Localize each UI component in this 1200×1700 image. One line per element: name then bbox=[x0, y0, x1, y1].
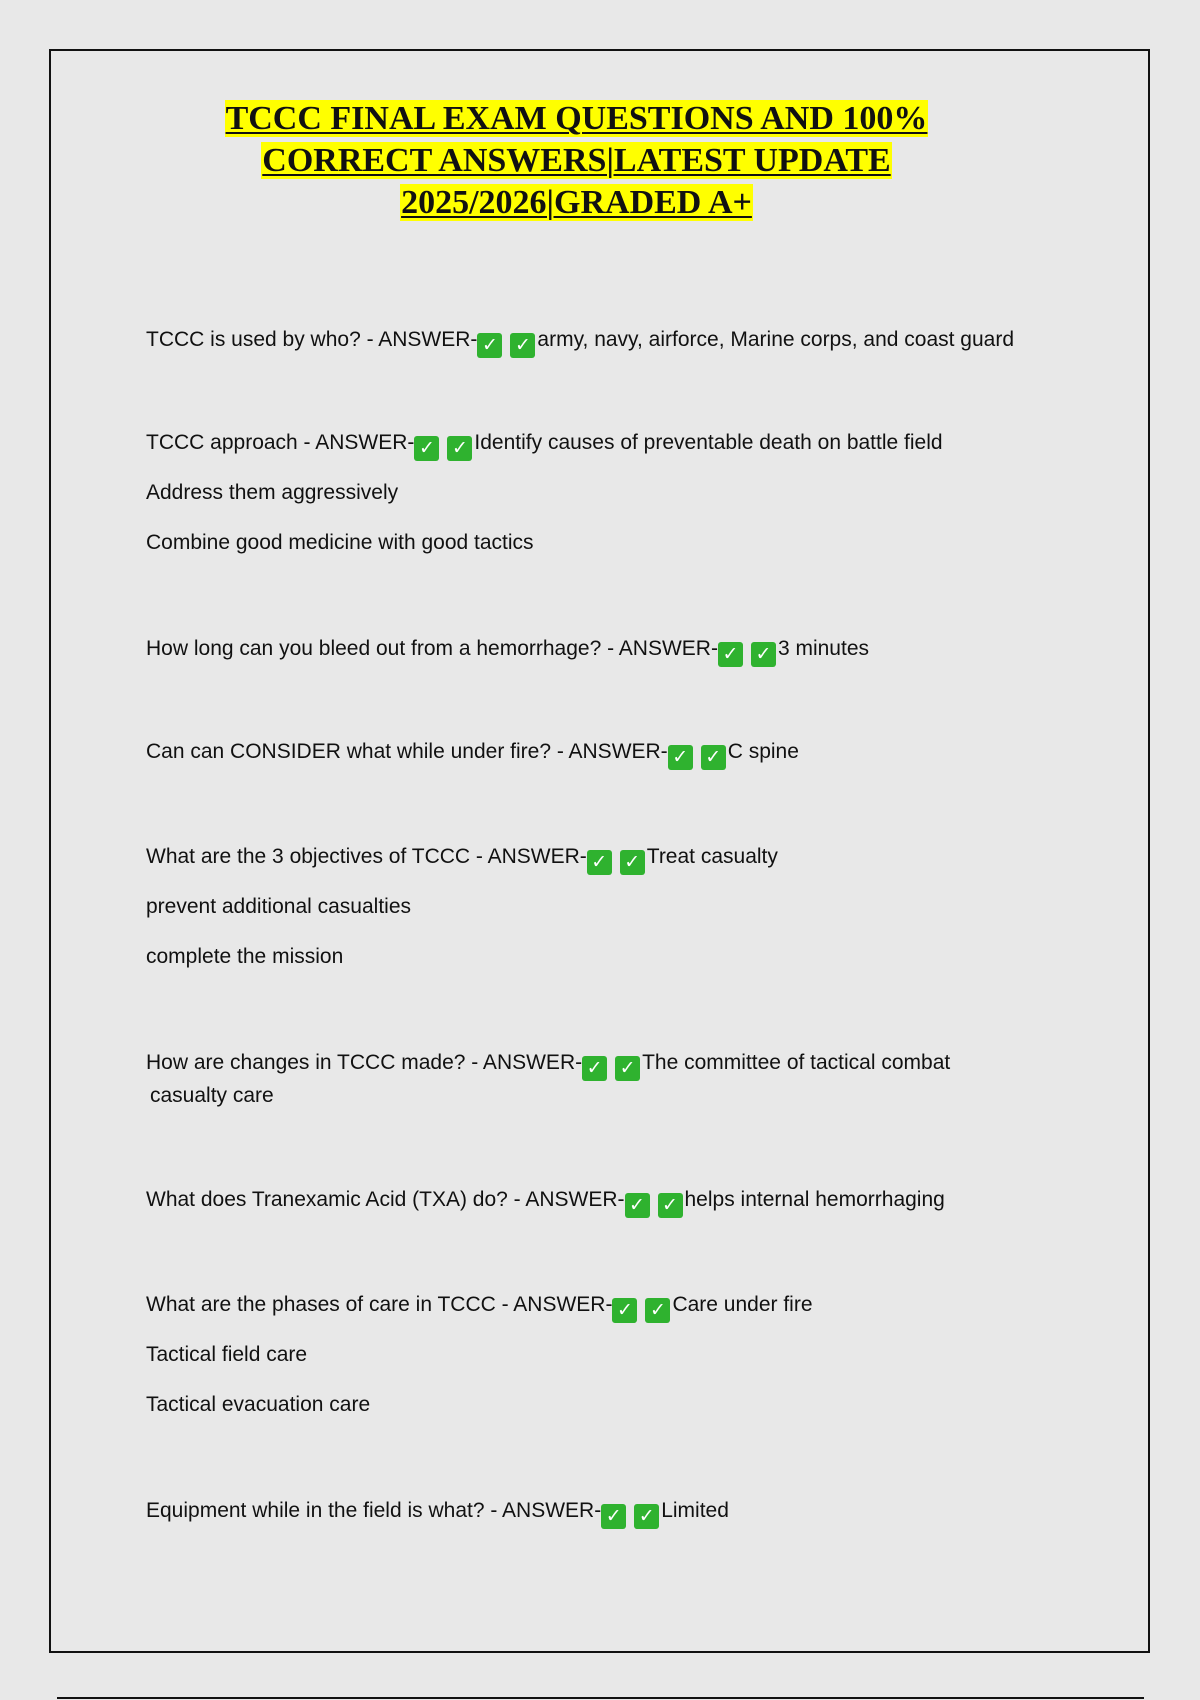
check-mark-icon: ✓ bbox=[477, 333, 502, 358]
check-mark-icon: ✓ bbox=[625, 1193, 650, 1218]
qa-item bbox=[146, 727, 799, 777]
check-mark-icon: ✓ bbox=[718, 642, 743, 667]
check-mark-icon: ✓ bbox=[601, 1504, 626, 1529]
qa-item bbox=[146, 315, 1014, 365]
check-mark-icon: ✓ bbox=[612, 1298, 637, 1323]
qa-item bbox=[146, 1175, 945, 1225]
question-text: How are changes in TCCC made? - ANSWER- bbox=[146, 1051, 583, 1074]
question-text: What are the phases of care in TCCC - ANSWER- bbox=[146, 1293, 613, 1316]
answer-extra-line: Combine good medicine with good tactics bbox=[146, 531, 534, 554]
answer-extra-line: Tactical field care bbox=[146, 1343, 308, 1366]
document-title bbox=[0, 98, 1153, 224]
qa-line bbox=[146, 1038, 950, 1088]
answer-continuation: casualty care bbox=[150, 1084, 274, 1107]
answer-text: Care under fire bbox=[672, 1293, 813, 1316]
check-mark-icon: ✓ bbox=[668, 745, 693, 770]
answer-text: helps internal hemorrhaging bbox=[684, 1188, 945, 1211]
qa-item bbox=[146, 1038, 950, 1110]
question-text: TCCC approach - ANSWER- bbox=[146, 431, 415, 454]
question-text: Can can CONSIDER what while under fire? - ANSWER- bbox=[146, 740, 668, 763]
check-mark-icon: ✓ bbox=[447, 436, 472, 461]
qa-line bbox=[146, 727, 799, 777]
answer-text: army, navy, airforce, Marine corps, and coast guard bbox=[537, 328, 1015, 351]
check-mark-icon: ✓ bbox=[751, 642, 776, 667]
qa-item bbox=[146, 832, 778, 982]
question-text: What does Tranexamic Acid (TXA) do? - ANSWER- bbox=[146, 1188, 625, 1211]
qa-line bbox=[146, 315, 1014, 365]
check-mark-icon: ✓ bbox=[414, 436, 439, 461]
bottom-divider bbox=[57, 1697, 1144, 1699]
answer-extra-line: Tactical evacuation care bbox=[146, 1393, 371, 1416]
qa-line bbox=[146, 1486, 729, 1536]
qa-line bbox=[146, 832, 778, 882]
check-mark-icon: ✓ bbox=[582, 1056, 607, 1081]
question-text: TCCC is used by who? - ANSWER- bbox=[146, 328, 478, 351]
answer-extra-line: prevent additional casualties bbox=[146, 895, 412, 918]
check-mark-icon: ✓ bbox=[620, 850, 645, 875]
qa-item bbox=[146, 1486, 729, 1536]
qa-line bbox=[146, 1280, 813, 1330]
check-mark-icon: ✓ bbox=[615, 1056, 640, 1081]
check-mark-icon: ✓ bbox=[510, 333, 535, 358]
answer-text: Identify causes of preventable death on battle field bbox=[474, 431, 943, 454]
qa-item bbox=[146, 418, 943, 568]
answer-extra-line: Address them aggressively bbox=[146, 481, 399, 504]
answer-text: The committee of tactical combat bbox=[642, 1051, 951, 1074]
qa-item bbox=[146, 1280, 813, 1430]
answer-extra-line: complete the mission bbox=[146, 945, 344, 968]
qa-line bbox=[146, 418, 943, 468]
title-line-1: TCCC FINAL EXAM QUESTIONS AND 100% bbox=[225, 100, 928, 137]
check-mark-icon: ✓ bbox=[634, 1504, 659, 1529]
check-mark-icon: ✓ bbox=[701, 745, 726, 770]
answer-text: Limited bbox=[661, 1499, 729, 1522]
qa-line bbox=[146, 624, 869, 674]
title-line-3: 2025/2026|GRADED A+ bbox=[401, 184, 752, 221]
qa-item bbox=[146, 624, 869, 674]
check-mark-icon: ✓ bbox=[587, 850, 612, 875]
answer-text: Treat casualty bbox=[646, 845, 778, 868]
title-line-2: CORRECT ANSWERS|LATEST UPDATE bbox=[262, 142, 891, 179]
check-mark-icon: ✓ bbox=[645, 1298, 670, 1323]
check-mark-icon: ✓ bbox=[658, 1193, 683, 1218]
answer-text: C spine bbox=[727, 740, 799, 763]
question-text: How long can you bleed out from a hemorrhage? - ANSWER- bbox=[146, 637, 718, 660]
question-text: What are the 3 objectives of TCCC - ANSWER- bbox=[146, 845, 587, 868]
qa-line bbox=[146, 1175, 945, 1225]
question-text: Equipment while in the field is what? - ANSWER- bbox=[146, 1499, 602, 1522]
answer-text: 3 minutes bbox=[777, 637, 869, 660]
